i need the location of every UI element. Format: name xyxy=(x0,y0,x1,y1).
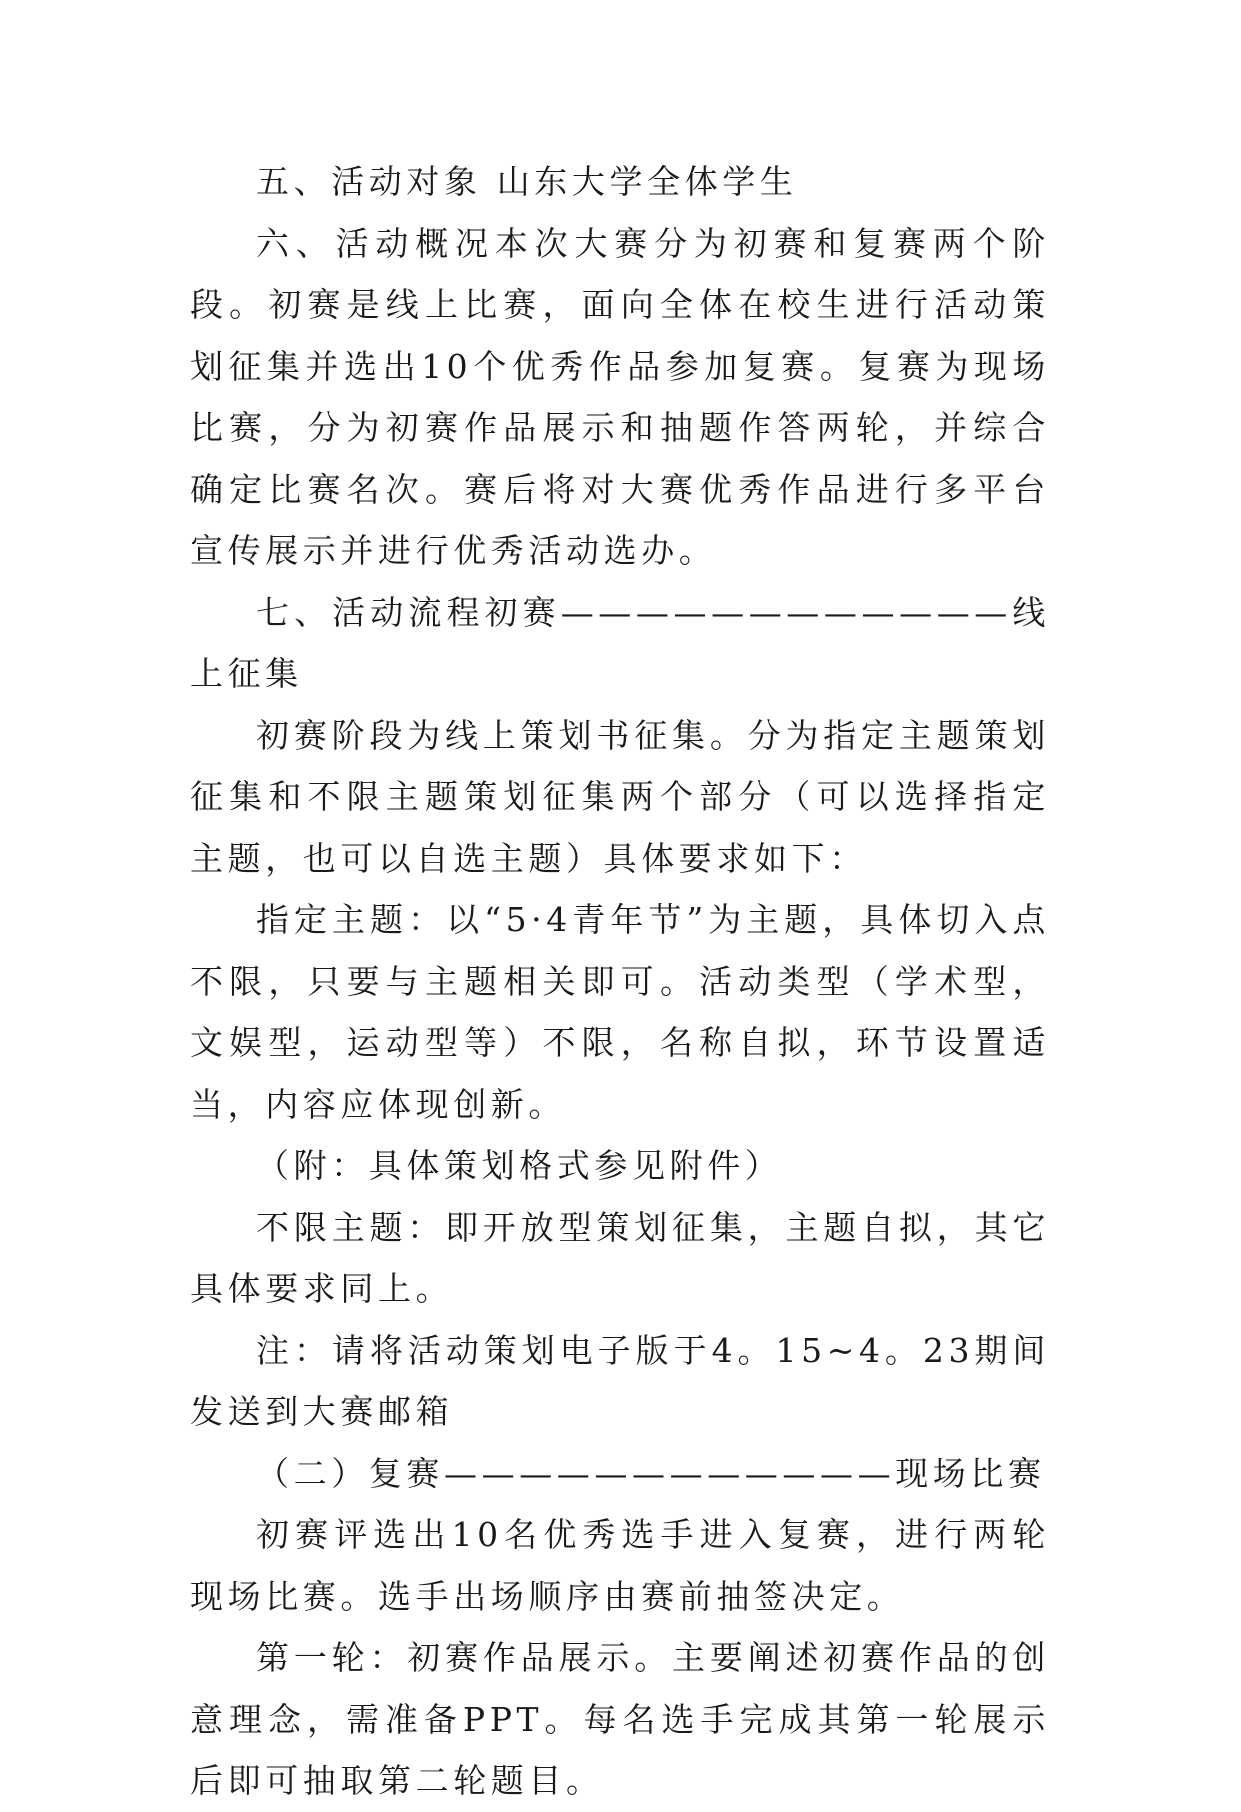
paragraph-final-stage-heading: （二）复赛————————————现场比赛 xyxy=(256,1453,1046,1493)
document-body xyxy=(190,151,1050,1812)
paragraph-attachment-note: （附：具体策划格式参见附件） xyxy=(256,1146,783,1185)
paragraph-activity-target: 五、活动对象 山东大学全体学生 xyxy=(256,162,798,201)
paragraph-round-one: 第一轮：初赛作品展示。主要阐述初赛作品的创意理念，需准备PPT。每名选手完成其第一轮展示后即可抽取第二轮题目。 xyxy=(190,1638,1050,1800)
paragraph-activity-process: 七、活动流程初赛————————————线上征集 xyxy=(190,592,1050,693)
paragraph-submission-note: 注：请将活动策划电子版于4。15~4。23期间发送到大赛邮箱 xyxy=(190,1330,1050,1431)
paragraph-preliminary-stage: 初赛阶段为线上策划书征集。分为指定主题策划征集和不限主题策划征集两个部分（可以选择指定主题，也可以自选主题）具体要求如下： xyxy=(190,715,1050,878)
paragraph-designated-theme: 指定主题：以“5·4青年节”为主题，具体切入点不限，只要与主题相关即可。活动类型（学术型，文娱型，运动型等）不限，名称自拟，环节设置适当，内容应体现创新。 xyxy=(190,900,1050,1124)
paragraph-activity-overview: 六、活动概况本次大赛分为初赛和复赛两个阶段。初赛是线上比赛，面向全体在校生进行活动策划征集并选出10个优秀作品参加复赛。复赛为现场比赛，分为初赛作品展示和抽题作答两轮，并综合确定比赛名次。赛后将对大赛优秀作品进行多平台宣传展示并进行优秀活动选办。 xyxy=(190,223,1050,570)
paragraph-open-theme: 不限主题：即开放型策划征集，主题自拟，其它具体要求同上。 xyxy=(190,1207,1050,1308)
paragraph-final-stage: 初赛评选出10名优秀选手进入复赛，进行两轮现场比赛。选手出场顺序由赛前抽签决定。 xyxy=(190,1515,1050,1616)
